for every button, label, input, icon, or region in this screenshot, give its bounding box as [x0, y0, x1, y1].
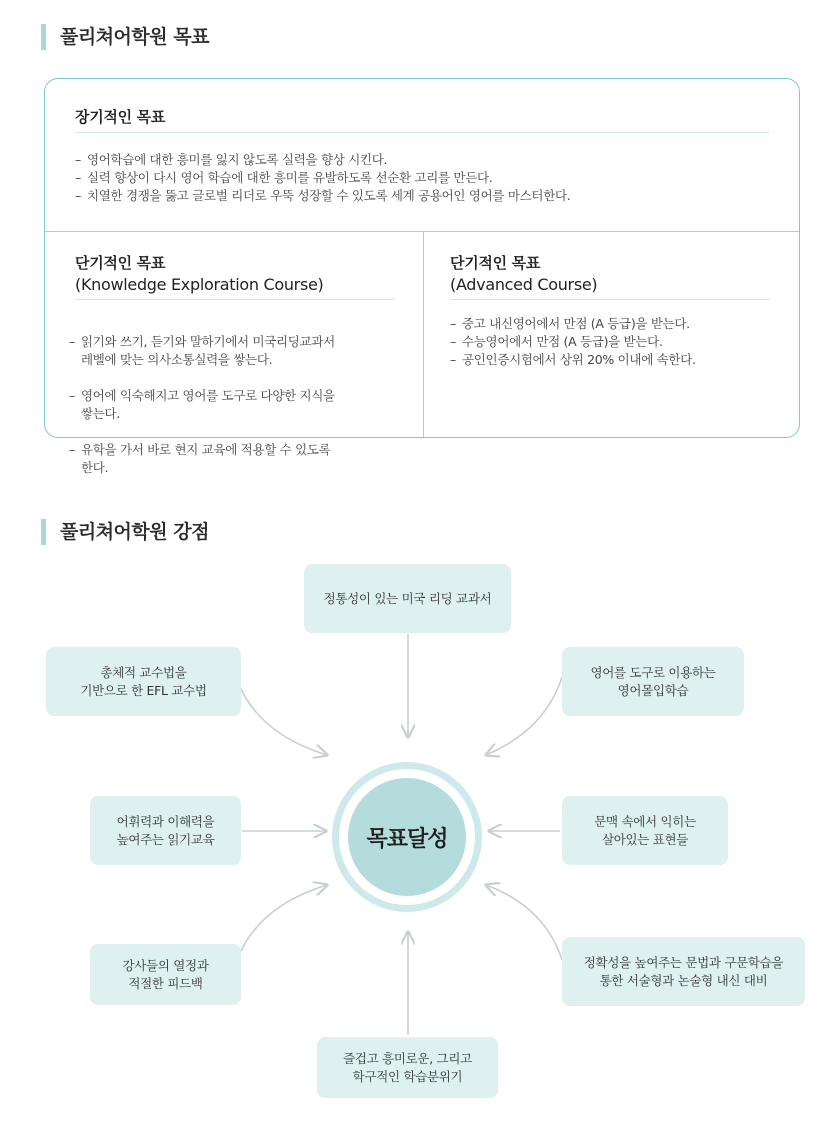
- advanced-course-subtitle: (Advanced Course): [450, 275, 598, 294]
- list-item: – 중고 내신영어에서 만점 (A 등급)을 받는다.: [450, 315, 780, 333]
- list-item: – 실력 향상이 다시 영어 학습에 대한 흥미를 유발하도록 선순환 고리를 만든다.: [75, 169, 775, 187]
- vertical-divider: [423, 231, 424, 437]
- arrow-bottom-right: [486, 885, 562, 960]
- list-item: – 공인인증시험에서 상위 20% 이내에 속한다.: [450, 351, 780, 369]
- advanced-course-heading: [450, 253, 597, 295]
- list-item: – 읽기와 쓰기, 듣기와 말하기에서 미국리딩교과서 레벨에 맞는 의사소통실력을 쌓는다.: [69, 333, 399, 369]
- list-item: – 수능영어에서 만점 (A 등급)을 받는다.: [450, 333, 780, 351]
- strengths-section-title: 풀리쳐어학원 강점: [41, 519, 209, 545]
- arrow-top-right: [486, 677, 562, 755]
- strength-node-top-left: 총체적 교수법을 기반으로 한 EFL 교수법: [46, 647, 241, 716]
- knowledge-underline: [75, 299, 395, 300]
- strengths-diagram: [0, 555, 833, 1124]
- list-item: – 치열한 경쟁을 뚫고 글로벌 리더로 우뚝 성장할 수 있도록 세계 공용어인 영어를 마스터한다.: [75, 187, 775, 205]
- center-ring: [339, 769, 475, 905]
- strength-node-top-right: 영어를 도구로 이용하는 영어몰입학습: [562, 647, 744, 716]
- center-goal-label: 목표달성: [348, 778, 466, 896]
- arrow-top-left: [240, 687, 327, 755]
- knowledge-course-subtitle: (Knowledge Exploration Course): [75, 275, 324, 294]
- center-goal-circle: [332, 762, 482, 912]
- strength-node-mid-left: 어휘력과 이해력을 높여주는 읽기교육: [90, 796, 241, 865]
- strength-node-bottom: 즐겁고 흥미로운, 그리고 학구적인 학습분위기: [317, 1037, 498, 1098]
- strength-node-mid-right: 문맥 속에서 익히는 살아있는 표현들: [562, 796, 728, 865]
- list-item: – 유학을 가서 바로 현지 교육에 적용할 수 있도록 한다.: [69, 441, 399, 477]
- strength-node-top: 정통성이 있는 미국 리딩 교과서: [304, 564, 511, 633]
- list-item: – 영어에 익숙해지고 영어를 도구로 다양한 지식을 쌓는다.: [69, 387, 399, 423]
- long-term-heading: 장기적인 목표: [75, 108, 166, 126]
- long-term-list: [75, 151, 775, 205]
- advanced-list: [450, 315, 780, 369]
- long-term-underline: [75, 132, 769, 133]
- goals-section-title: 풀리쳐어학원 목표: [41, 24, 209, 50]
- knowledge-list: [69, 315, 399, 495]
- advanced-underline: [450, 299, 770, 300]
- knowledge-course-title: 단기적인 목표: [75, 254, 166, 272]
- goals-box: [44, 78, 800, 475]
- horizontal-divider: [45, 231, 799, 232]
- knowledge-course-heading: [75, 253, 323, 295]
- advanced-course-title: 단기적인 목표: [450, 254, 541, 272]
- strength-node-bottom-right: 정확성을 높여주는 문법과 구문학습을 통한 서술형과 논술형 내신 대비: [562, 937, 805, 1006]
- list-item: – 영어학습에 대한 흥미를 잃지 않도록 실력을 향상 시킨다.: [75, 151, 775, 169]
- arrow-bottom-left: [240, 885, 327, 953]
- strength-node-bottom-left: 강사들의 열정과 적절한 피드백: [90, 944, 241, 1005]
